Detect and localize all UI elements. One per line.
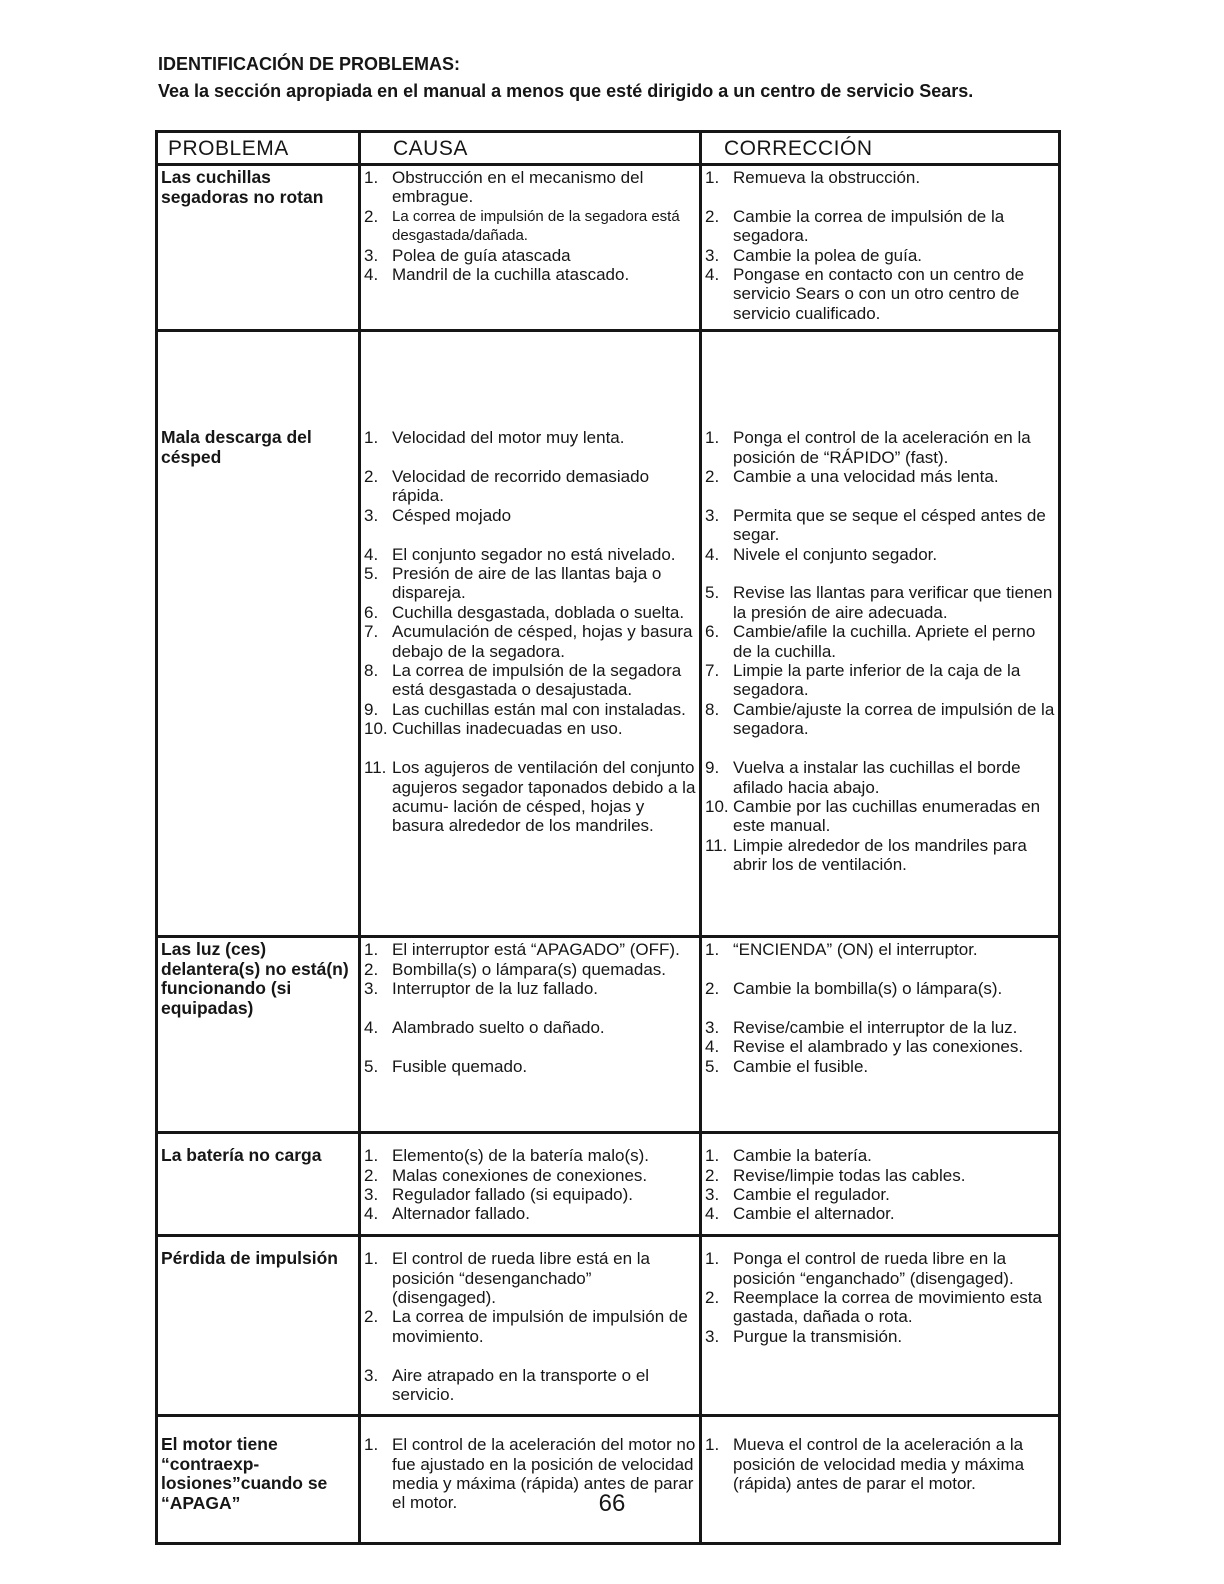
list-item — [364, 1057, 697, 1076]
item-text: Cambie/afile la cuchilla. Apriete el perno de la cuchilla. — [733, 622, 1036, 661]
list-item — [705, 467, 1056, 486]
list-item — [364, 168, 697, 207]
item-number: 1. — [705, 428, 720, 448]
item-number: 3. — [705, 1017, 720, 1037]
list-item — [705, 1435, 1056, 1493]
problem-cell: La batería no carga — [157, 1133, 360, 1236]
list-item — [705, 506, 1056, 545]
item-number: 3. — [364, 245, 379, 265]
item-number: 4. — [705, 1037, 720, 1057]
item-text: Limpie la parte inferior de la caja de la segadora. — [733, 661, 1021, 700]
item-number: 1. — [705, 940, 720, 960]
item-text: Revise/cambie el interruptor de la luz. — [733, 1017, 1018, 1037]
problem-cell: El motor tiene “contraexp- losiones”cuando se “APAGA” — [157, 1416, 360, 1544]
correction-list — [705, 940, 1056, 1076]
list-item — [705, 1057, 1056, 1076]
item-number: 2. — [705, 1288, 720, 1308]
item-text: Ponga el control de la aceleración en la posición de “RÁPIDO” (fast). — [733, 428, 1031, 467]
cause-cell — [360, 937, 701, 1133]
item-text: Cambie por las cuchillas enumeradas en este manual. — [733, 796, 1041, 836]
table-row — [157, 331, 1060, 937]
item-number: 10. — [364, 719, 388, 739]
correction-cell — [701, 1236, 1060, 1416]
list-item — [705, 545, 1056, 564]
list-item — [364, 719, 697, 738]
list-item — [364, 661, 697, 700]
item-number: 2. — [364, 959, 379, 979]
cause-cell — [360, 331, 701, 937]
list-item — [705, 700, 1056, 739]
list-item — [364, 1204, 697, 1223]
item-number: 2. — [705, 979, 720, 999]
item-number: 6. — [364, 602, 379, 622]
item-text: Velocidad del motor muy lenta. — [392, 428, 625, 448]
item-number: 1. — [364, 1249, 379, 1269]
item-text: La correa de impulsión de impulsión de movimiento. — [392, 1307, 688, 1346]
item-text: Cambie el regulador. — [733, 1185, 890, 1205]
header-cause: CAUSA — [360, 132, 701, 165]
correction-cell — [701, 1133, 1060, 1236]
list-item — [705, 1037, 1056, 1056]
item-number: 2. — [364, 1165, 379, 1185]
item-number: 1. — [705, 168, 720, 187]
item-text: Alambrado suelto o dañado. — [392, 1017, 605, 1037]
cause-list — [364, 1146, 697, 1224]
correction-list — [705, 1249, 1056, 1346]
item-text: Bombilla(s) o lámpara(s) quemadas. — [392, 959, 666, 979]
problem-cell: Las luz (ces) delantera(s) no está(n) funcionando (si equipadas) — [157, 937, 360, 1133]
item-text: “ENCIENDA” (ON) el interruptor. — [733, 940, 978, 960]
correction-cell — [701, 1416, 1060, 1544]
item-text: Interruptor de la luz fallado. — [392, 979, 599, 999]
item-text: Revise el alambrado y las conexiones. — [733, 1037, 1024, 1057]
item-number: 11. — [364, 758, 387, 778]
item-number: 7. — [705, 661, 720, 681]
item-text: El conjunto segador no está nivelado. — [392, 544, 676, 564]
item-number: 3. — [705, 245, 720, 265]
item-number: 3. — [705, 1185, 720, 1205]
item-text: Cambie el alternador. — [733, 1204, 895, 1224]
item-text: Cuchilla desgastada, doblada o suelta. — [392, 602, 685, 622]
list-item — [364, 1185, 697, 1204]
list-item — [705, 265, 1056, 323]
item-text: Cambie la bombilla(s) o lámpara(s). — [733, 979, 1003, 999]
item-number: 4. — [705, 265, 720, 285]
list-item — [705, 1185, 1056, 1204]
item-number: 3. — [364, 505, 379, 525]
list-item — [705, 661, 1056, 700]
list-item — [364, 622, 697, 661]
item-text: Revise/limpie todas las cables. — [733, 1165, 966, 1185]
header-problem: PROBLEMA — [157, 132, 360, 165]
list-item — [364, 1366, 697, 1405]
list-item — [705, 758, 1056, 797]
item-text: La correa de impulsión de la segadora está desgastada/dañada. — [392, 207, 680, 245]
table-row — [157, 1236, 1060, 1416]
item-text: Reemplace la correa de movimiento esta gastada, dañada o rota. — [733, 1288, 1042, 1327]
item-text: Ponga el control de rueda libre en la posición “enganchado” (disengaged). — [733, 1249, 1014, 1288]
item-number: 4. — [364, 1017, 379, 1037]
item-number: 1. — [364, 940, 379, 960]
cause-cell — [360, 1236, 701, 1416]
list-item — [364, 700, 697, 719]
list-item — [364, 564, 697, 603]
list-item — [705, 207, 1056, 246]
list-item — [364, 428, 697, 447]
list-item — [364, 1307, 697, 1346]
item-text: Elemento(s) de la batería malo(s). — [392, 1146, 649, 1166]
item-number: 3. — [364, 979, 379, 999]
item-number: 4. — [705, 1204, 720, 1224]
correction-list — [705, 428, 1056, 874]
list-item — [705, 1249, 1056, 1288]
item-text: Velocidad de recorrido demasiado rápida. — [392, 467, 650, 506]
item-number: 4. — [364, 544, 379, 564]
item-text: Vuelva a instalar las cuchillas el borde afilado hacia abajo. — [733, 758, 1021, 797]
cause-list — [364, 168, 697, 284]
item-number: 11. — [705, 835, 728, 855]
list-item — [364, 545, 697, 564]
list-item — [364, 467, 697, 506]
problem-cell: Mala descarga del césped — [157, 331, 360, 937]
list-item — [705, 428, 1056, 467]
item-number: 8. — [705, 699, 720, 719]
list-item — [705, 836, 1056, 875]
item-number: 2. — [364, 467, 379, 487]
list-item — [364, 1166, 697, 1185]
item-text: Las cuchillas están mal con instaladas. — [392, 699, 686, 719]
correction-cell — [701, 937, 1060, 1133]
correction-cell — [701, 331, 1060, 937]
item-text: Regulador fallado (si equipado). — [392, 1185, 633, 1205]
item-number: 4. — [364, 1204, 379, 1224]
correction-list — [705, 1146, 1056, 1224]
item-text: Aire atrapado en la transporte o el servicio. — [392, 1365, 650, 1405]
item-number: 1. — [705, 1146, 720, 1166]
item-text: El interruptor está “APAGADO” (OFF). — [392, 940, 680, 960]
list-item — [705, 168, 1056, 187]
item-number: 2. — [705, 467, 720, 487]
item-number: 2. — [364, 206, 379, 226]
item-number: 3. — [364, 1365, 379, 1385]
section-heading: IDENTIFICACIÓN DE PROBLEMAS: — [158, 54, 461, 74]
list-item — [705, 622, 1056, 661]
cause-list — [364, 940, 697, 1076]
problem-cell: Las cuchillas segadoras no rotan — [157, 165, 360, 331]
item-number: 1. — [364, 168, 379, 187]
list-item — [364, 1146, 697, 1165]
item-text: Polea de guía atascada — [392, 245, 571, 265]
list-item — [364, 506, 697, 525]
item-text: El control de rueda libre está en la posición “desenganchado” (disengaged). — [392, 1249, 650, 1308]
item-text: Cambie el fusible. — [733, 1056, 869, 1076]
item-text: Permita que se seque el césped antes de segar. — [733, 505, 1046, 545]
problem-cell: Pérdida de impulsión — [157, 1236, 360, 1416]
item-text: Malas conexiones de conexiones. — [392, 1165, 648, 1185]
item-number: 5. — [364, 564, 379, 584]
item-text: Acumulación de césped, hojas y basura debajo de la segadora. — [392, 622, 693, 661]
list-item — [705, 246, 1056, 265]
list-item — [705, 797, 1056, 836]
list-item — [705, 979, 1056, 998]
table-header-row — [157, 132, 1060, 165]
list-item — [364, 207, 697, 246]
list-item — [364, 603, 697, 622]
item-text: Purgue la transmisión. — [733, 1326, 903, 1346]
item-text: Mandril de la cuchilla atascado. — [392, 265, 630, 285]
item-text: Mueva el control de la aceleración a la posición de velocidad media y máxima (rápida) antes de parar el motor. — [733, 1435, 1025, 1494]
list-item — [705, 1327, 1056, 1346]
list-item — [705, 940, 1056, 959]
list-item — [364, 1018, 697, 1037]
cause-cell — [360, 165, 701, 331]
item-text: Cambie la polea de guía. — [733, 245, 923, 265]
item-text: Limpie alrededor de los mandriles para abrir los de ventilación. — [733, 835, 1027, 875]
item-number: 2. — [364, 1307, 379, 1327]
table-row — [157, 1416, 1060, 1544]
item-text: Presión de aire de las llantas baja o dispareja. — [392, 564, 662, 603]
item-number: 3. — [364, 1185, 379, 1205]
list-item — [705, 1146, 1056, 1165]
list-item — [705, 1166, 1056, 1185]
item-text: La correa de impulsión de la segadora está desgastada o desajustada. — [392, 661, 682, 700]
list-item — [364, 265, 697, 284]
item-text: Los agujeros de ventilación del conjunto agujeros segador taponados debido a la acumu- lación de césped, hojas y basura alrededor de los mandriles. — [392, 758, 696, 836]
item-text: Césped mojado — [392, 505, 512, 525]
correction-list — [705, 168, 1056, 323]
item-text: Cambie a una velocidad más lenta. — [733, 467, 999, 487]
item-text: Revise las llantas para verificar que tienen la presión de aire adecuada. — [733, 583, 1053, 622]
cause-cell — [360, 1416, 701, 1544]
item-number: 3. — [705, 505, 720, 525]
item-number: 6. — [705, 622, 720, 642]
cause-list — [364, 1249, 697, 1404]
list-item — [705, 583, 1056, 622]
list-item — [364, 960, 697, 979]
item-text: El control de la aceleración del motor no fue ajustado en la posición de velocidad media y máxima (rápida) antes de parar el motor. — [392, 1435, 696, 1513]
item-number: 8. — [364, 661, 379, 681]
list-item — [364, 1249, 697, 1307]
item-number: 9. — [705, 758, 720, 778]
item-number: 1. — [705, 1435, 720, 1455]
cause-list — [364, 428, 697, 835]
correction-cell — [701, 165, 1060, 331]
item-number: 1. — [364, 1146, 379, 1166]
item-number: 1. — [705, 1249, 720, 1269]
item-text: Cambie/ajuste la correa de impulsión de la segadora. — [733, 699, 1055, 739]
item-text: Pongase en contacto con un centro de servicio Sears o con un otro centro de servicio cualificado. — [733, 265, 1025, 323]
cause-cell — [360, 1133, 701, 1236]
table-row — [157, 937, 1060, 1133]
item-text: Alternador fallado. — [392, 1204, 530, 1224]
table-row — [157, 165, 1060, 331]
item-text: Remueva la obstrucción. — [733, 168, 921, 187]
item-number: 7. — [364, 622, 379, 642]
item-text: Cuchillas inadecuadas en uso. — [392, 719, 623, 739]
table-row — [157, 1133, 1060, 1236]
item-number: 2. — [705, 206, 720, 226]
item-number: 5. — [705, 1056, 720, 1076]
section-subheading: Vea la sección apropiada en el manual a menos que esté dirigido a un centro de servicio Sears. — [158, 81, 974, 101]
item-number: 5. — [364, 1056, 379, 1076]
item-text: Cambie la batería. — [733, 1146, 872, 1166]
item-number: 3. — [705, 1326, 720, 1346]
item-text: Obstrucción en el mecanismo del embrague. — [392, 168, 644, 207]
list-item — [364, 758, 697, 836]
item-number: 10. — [705, 796, 729, 816]
header-correction: CORRECCIÓN — [701, 132, 1060, 165]
page-number: 66 — [598, 1490, 626, 1517]
list-item — [364, 979, 697, 998]
item-number: 1. — [364, 1435, 379, 1455]
item-text: Cambie la correa de impulsión de la segadora. — [733, 206, 1005, 246]
list-item — [364, 246, 697, 265]
troubleshooting-table — [155, 130, 1061, 1545]
list-item — [364, 940, 697, 959]
list-item — [705, 1018, 1056, 1037]
item-number: 2. — [705, 1165, 720, 1185]
correction-list — [705, 1435, 1056, 1493]
item-number: 9. — [364, 699, 379, 719]
item-text: Fusible quemado. — [392, 1056, 528, 1076]
item-number: 1. — [364, 428, 379, 448]
list-item — [705, 1288, 1056, 1327]
item-number: 4. — [705, 544, 720, 564]
item-number: 4. — [364, 265, 379, 285]
list-item — [705, 1204, 1056, 1223]
item-number: 5. — [705, 583, 720, 603]
item-text: Nivele el conjunto segador. — [733, 544, 938, 564]
